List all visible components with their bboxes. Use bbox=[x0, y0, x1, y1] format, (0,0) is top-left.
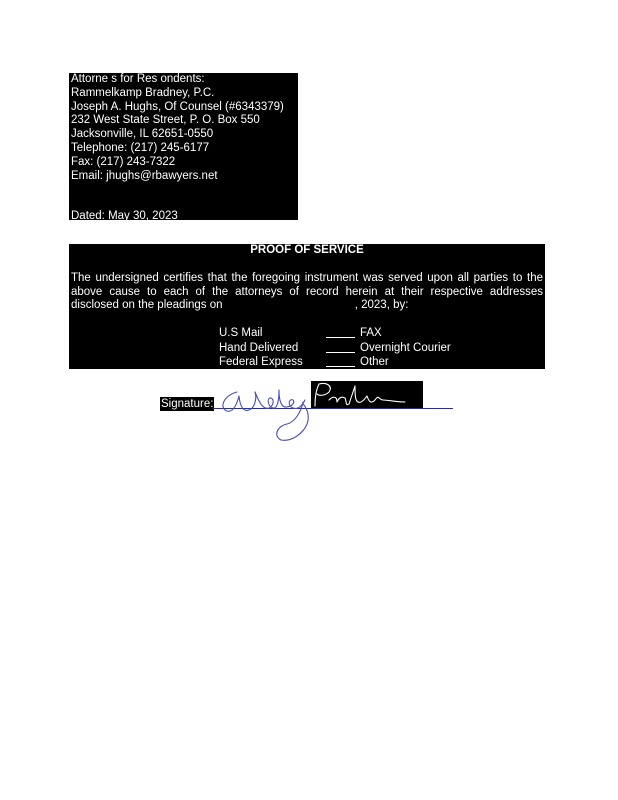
service-options bbox=[219, 327, 519, 371]
check-blank bbox=[326, 366, 355, 367]
attorney-line: Email: jhughs@rbawyers.net bbox=[71, 169, 218, 182]
service-option-row bbox=[219, 327, 519, 342]
attorney-block bbox=[69, 73, 298, 223]
service-option-row bbox=[219, 342, 519, 357]
proof-of-service-title: PROOF OF SERVICE bbox=[250, 244, 364, 256]
dated-line: Dated: May 30, 2023 bbox=[71, 210, 178, 223]
service-option-row bbox=[219, 356, 519, 371]
handwritten-signature bbox=[215, 378, 435, 443]
attorney-line: 232 West State Street, P. O. Box 550 bbox=[71, 114, 260, 127]
attorney-line: Joseph A. Hughs, Of Counsel (#6343379) bbox=[71, 100, 284, 113]
signature-label: Signature: bbox=[161, 398, 214, 410]
attorney-line: Attorne s for Res ondents: bbox=[71, 73, 205, 85]
check-blank bbox=[326, 352, 355, 353]
service-option-label: U.S Mail bbox=[219, 327, 263, 339]
attorney-line: Telephone: (217) 245-6177 bbox=[71, 141, 210, 154]
service-option-label: Other bbox=[360, 356, 389, 368]
proof-body-text: The undersigned certifies that the foregoing instrument was served upon all parties to the above cause to each of the attorneys of record herein at their respective addresses disclosed on the pleadings on bbox=[71, 271, 543, 312]
service-option-label: Federal Express bbox=[219, 356, 303, 368]
proof-of-service-body bbox=[71, 272, 543, 313]
service-option-label: FAX bbox=[360, 327, 382, 339]
check-blank bbox=[326, 337, 355, 338]
service-option-label: Overnight Courier bbox=[360, 341, 451, 354]
proof-of-service-block bbox=[69, 244, 545, 369]
attorney-line: Rammelkamp Bradney, P.C. bbox=[71, 86, 215, 99]
attorney-line: Jacksonville, IL 62651-0550 bbox=[71, 128, 214, 141]
proof-body-text-end: , 2023, by: bbox=[354, 299, 409, 312]
service-option-label: Hand Delivered bbox=[219, 341, 299, 354]
attorney-line: Fax: (217) 243-7322 bbox=[71, 155, 176, 168]
